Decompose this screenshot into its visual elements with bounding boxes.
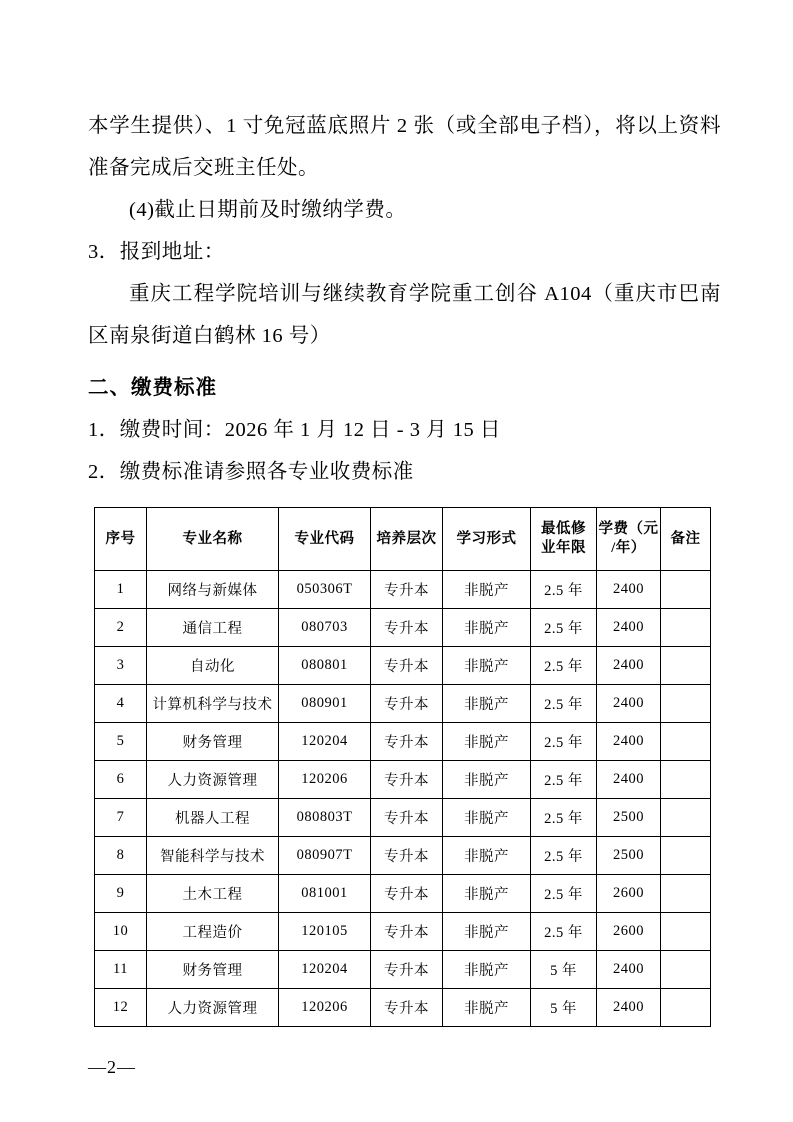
cell-study-form: 非脱产: [443, 913, 531, 951]
table-row: [95, 837, 711, 875]
cell-major-name: 机器人工程: [147, 799, 279, 837]
cell-tuition: 2500: [597, 799, 661, 837]
cell-level: 专升本: [371, 951, 443, 989]
cell-note: [661, 837, 711, 875]
table-header-tuition: [597, 508, 661, 571]
table-header-row: [95, 508, 711, 571]
cell-note: [661, 647, 711, 685]
cell-major-name: 财务管理: [147, 951, 279, 989]
table-row: [95, 761, 711, 799]
cell-major-name: 人力资源管理: [147, 989, 279, 1027]
list-item-fee-reference: 2．缴费标准请参照各专业收费标准: [88, 461, 414, 483]
cell-min-years: 5 年: [531, 951, 597, 989]
cell-major-name: 工程造价: [147, 913, 279, 951]
cell-min-years: 2.5 年: [531, 837, 597, 875]
cell-seq: 3: [95, 647, 147, 685]
cell-study-form: 非脱产: [443, 761, 531, 799]
cell-seq: 1: [95, 571, 147, 609]
cell-seq: 9: [95, 875, 147, 913]
cell-major-code: 120206: [279, 761, 371, 799]
table-header-major-name: 专业名称: [147, 508, 279, 571]
table-body: [95, 571, 711, 1027]
cell-major-code: 050306T: [279, 571, 371, 609]
cell-major-name: 自动化: [147, 647, 279, 685]
table-header-major-code: 专业代码: [279, 508, 371, 571]
cell-major-code: 080907T: [279, 837, 371, 875]
table-header-min-years: [531, 508, 597, 571]
table-row: [95, 989, 711, 1027]
cell-note: [661, 723, 711, 761]
table-header-note: 备注: [661, 508, 711, 571]
cell-level: 专升本: [371, 989, 443, 1027]
cell-seq: 5: [95, 723, 147, 761]
cell-major-code: 080803T: [279, 799, 371, 837]
cell-level: 专升本: [371, 571, 443, 609]
cell-major-name: 网络与新媒体: [147, 571, 279, 609]
table-row: [95, 647, 711, 685]
cell-min-years: 2.5 年: [531, 799, 597, 837]
cell-min-years: 2.5 年: [531, 685, 597, 723]
table-header-min-years-line1: 最低修: [541, 521, 586, 537]
cell-min-years: 2.5 年: [531, 913, 597, 951]
cell-tuition: 2400: [597, 647, 661, 685]
section-heading-fee-standard: 二、缴费标准: [88, 377, 217, 399]
cell-min-years: 2.5 年: [531, 647, 597, 685]
table-row: [95, 685, 711, 723]
cell-note: [661, 875, 711, 913]
cell-note: [661, 799, 711, 837]
cell-note: [661, 609, 711, 647]
cell-major-name: 人力资源管理: [147, 761, 279, 799]
table-header-min-years-line2: 业年限: [541, 540, 586, 556]
cell-note: [661, 761, 711, 799]
table-row: [95, 571, 711, 609]
table-header-level: 培养层次: [371, 508, 443, 571]
cell-note: [661, 685, 711, 723]
table-header-tuition-line2: /年）: [611, 540, 646, 556]
cell-tuition: 2600: [597, 913, 661, 951]
table-row: [95, 875, 711, 913]
cell-study-form: 非脱产: [443, 723, 531, 761]
cell-study-form: 非脱产: [443, 799, 531, 837]
list-item-payment-time: 1．缴费时间：2026 年 1 月 12 日 - 3 月 15 日: [88, 419, 501, 441]
cell-level: 专升本: [371, 913, 443, 951]
table-row: [95, 951, 711, 989]
cell-major-code: 120204: [279, 723, 371, 761]
cell-tuition: 2400: [597, 685, 661, 723]
cell-min-years: 2.5 年: [531, 609, 597, 647]
cell-tuition: 2400: [597, 989, 661, 1027]
cell-note: [661, 951, 711, 989]
cell-level: 专升本: [371, 761, 443, 799]
cell-level: 专升本: [371, 685, 443, 723]
cell-tuition: 2400: [597, 951, 661, 989]
cell-major-code: 080703: [279, 609, 371, 647]
table-row: [95, 913, 711, 951]
paragraph-materials: 本学生提供）、1 寸免冠蓝底照片 2 张（或全部电子档），将以上资料准备完成后交班主任处。: [88, 115, 721, 179]
table-header: [95, 508, 711, 571]
cell-seq: 11: [95, 951, 147, 989]
cell-major-code: 080801: [279, 647, 371, 685]
page-number: —2—: [88, 1057, 136, 1077]
cell-major-name: 通信工程: [147, 609, 279, 647]
cell-tuition: 2400: [597, 761, 661, 799]
cell-note: [661, 913, 711, 951]
cell-tuition: 2400: [597, 723, 661, 761]
paragraph-report-address-label: 3．报到地址：: [88, 241, 225, 263]
cell-major-name: 智能科学与技术: [147, 837, 279, 875]
cell-major-name: 土木工程: [147, 875, 279, 913]
cell-major-code: 120204: [279, 951, 371, 989]
cell-level: 专升本: [371, 609, 443, 647]
cell-level: 专升本: [371, 799, 443, 837]
cell-major-name: 计算机科学与技术: [147, 685, 279, 723]
table-header-seq: 序号: [95, 508, 147, 571]
cell-major-code: 081001: [279, 875, 371, 913]
cell-major-code: 080901: [279, 685, 371, 723]
cell-major-name: 财务管理: [147, 723, 279, 761]
paragraph-payment-deadline: (4)截止日期前及时缴纳学费。: [129, 199, 407, 221]
cell-seq: 2: [95, 609, 147, 647]
cell-tuition: 2400: [597, 571, 661, 609]
cell-seq: 10: [95, 913, 147, 951]
cell-major-code: 120105: [279, 913, 371, 951]
cell-study-form: 非脱产: [443, 685, 531, 723]
cell-note: [661, 571, 711, 609]
cell-seq: 4: [95, 685, 147, 723]
paragraph-report-address-value: 重庆工程学院培训与继续教育学院重工创谷 A104（重庆市巴南区南泉街道白鹤林 16 号）: [88, 283, 721, 347]
table-row: [95, 723, 711, 761]
cell-level: 专升本: [371, 875, 443, 913]
fee-standard-table: [94, 507, 711, 1027]
cell-study-form: 非脱产: [443, 875, 531, 913]
cell-min-years: 2.5 年: [531, 875, 597, 913]
cell-min-years: 2.5 年: [531, 761, 597, 799]
table-row: [95, 609, 711, 647]
table-header-tuition-line1: 学费（元: [598, 521, 659, 537]
cell-tuition: 2600: [597, 875, 661, 913]
cell-seq: 6: [95, 761, 147, 799]
cell-study-form: 非脱产: [443, 837, 531, 875]
cell-study-form: 非脱产: [443, 989, 531, 1027]
table-header-study-form: 学习形式: [443, 508, 531, 571]
cell-tuition: 2500: [597, 837, 661, 875]
cell-study-form: 非脱产: [443, 951, 531, 989]
cell-seq: 7: [95, 799, 147, 837]
cell-study-form: 非脱产: [443, 609, 531, 647]
cell-study-form: 非脱产: [443, 571, 531, 609]
cell-level: 专升本: [371, 647, 443, 685]
table-row: [95, 799, 711, 837]
cell-level: 专升本: [371, 837, 443, 875]
cell-study-form: 非脱产: [443, 647, 531, 685]
cell-level: 专升本: [371, 723, 443, 761]
cell-min-years: 5 年: [531, 989, 597, 1027]
cell-tuition: 2400: [597, 609, 661, 647]
cell-min-years: 2.5 年: [531, 723, 597, 761]
cell-note: [661, 989, 711, 1027]
cell-seq: 12: [95, 989, 147, 1027]
cell-major-code: 120206: [279, 989, 371, 1027]
cell-min-years: 2.5 年: [531, 571, 597, 609]
cell-seq: 8: [95, 837, 147, 875]
